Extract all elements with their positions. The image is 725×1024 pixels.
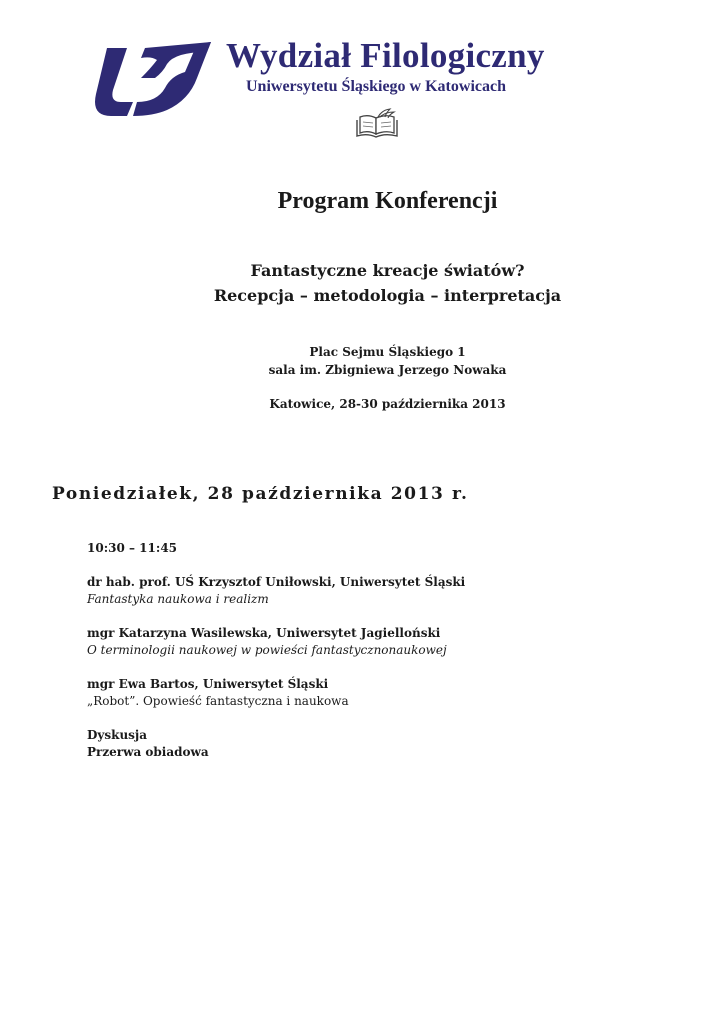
venue-date: Katowice, 28-30 października 2013 — [269, 397, 506, 411]
faculty-name: Wydział Filologiczny — [226, 36, 545, 75]
subtitle-line-2: Recepcja – metodologia – interpretacja — [213, 286, 562, 305]
lunch-break-label: Przerwa obiadowa — [87, 745, 209, 759]
talk-speaker: mgr Ewa Bartos, Uniwersytet Śląski — [87, 677, 329, 691]
talk-speaker: dr hab. prof. UŚ Krzysztof Uniłowski, Uniwersytet Śląski — [87, 575, 466, 589]
us-logo-icon — [93, 38, 211, 120]
day-heading: Poniedziałek, 28 października 2013 r. — [52, 484, 469, 504]
schedule — [87, 540, 687, 761]
talk-item — [87, 676, 687, 710]
talk-title: „Robot”. Opowieść fantastyczna i naukowa — [87, 694, 349, 708]
time-slot: 10:30 – 11:45 — [87, 541, 178, 555]
open-book-icon — [354, 108, 400, 140]
venue-address: Plac Sejmu Śląskiego 1 — [309, 345, 466, 359]
talk-title: O terminologii naukowej w powieści fantastycznonaukowej — [87, 643, 447, 657]
talk-item — [87, 625, 687, 659]
talk-title: Fantastyka naukowa i realizm — [87, 592, 269, 606]
university-name: Uniwersytetu Śląskiego w Katowicach — [246, 78, 506, 95]
venue-room: sala im. Zbigniewa Jerzego Nowaka — [268, 363, 507, 377]
subtitle-line-1: Fantastyczne kreacje światów? — [250, 261, 525, 280]
talk-speaker: mgr Katarzyna Wasilewska, Uniwersytet Jagielloński — [87, 626, 441, 640]
conference-subtitle — [0, 258, 725, 308]
venue-info — [0, 343, 725, 379]
talk-item — [87, 574, 687, 608]
discussion-label: Dyskusja — [87, 728, 148, 742]
page-title: Program Konferencji — [277, 188, 498, 214]
closing-items — [87, 727, 687, 761]
